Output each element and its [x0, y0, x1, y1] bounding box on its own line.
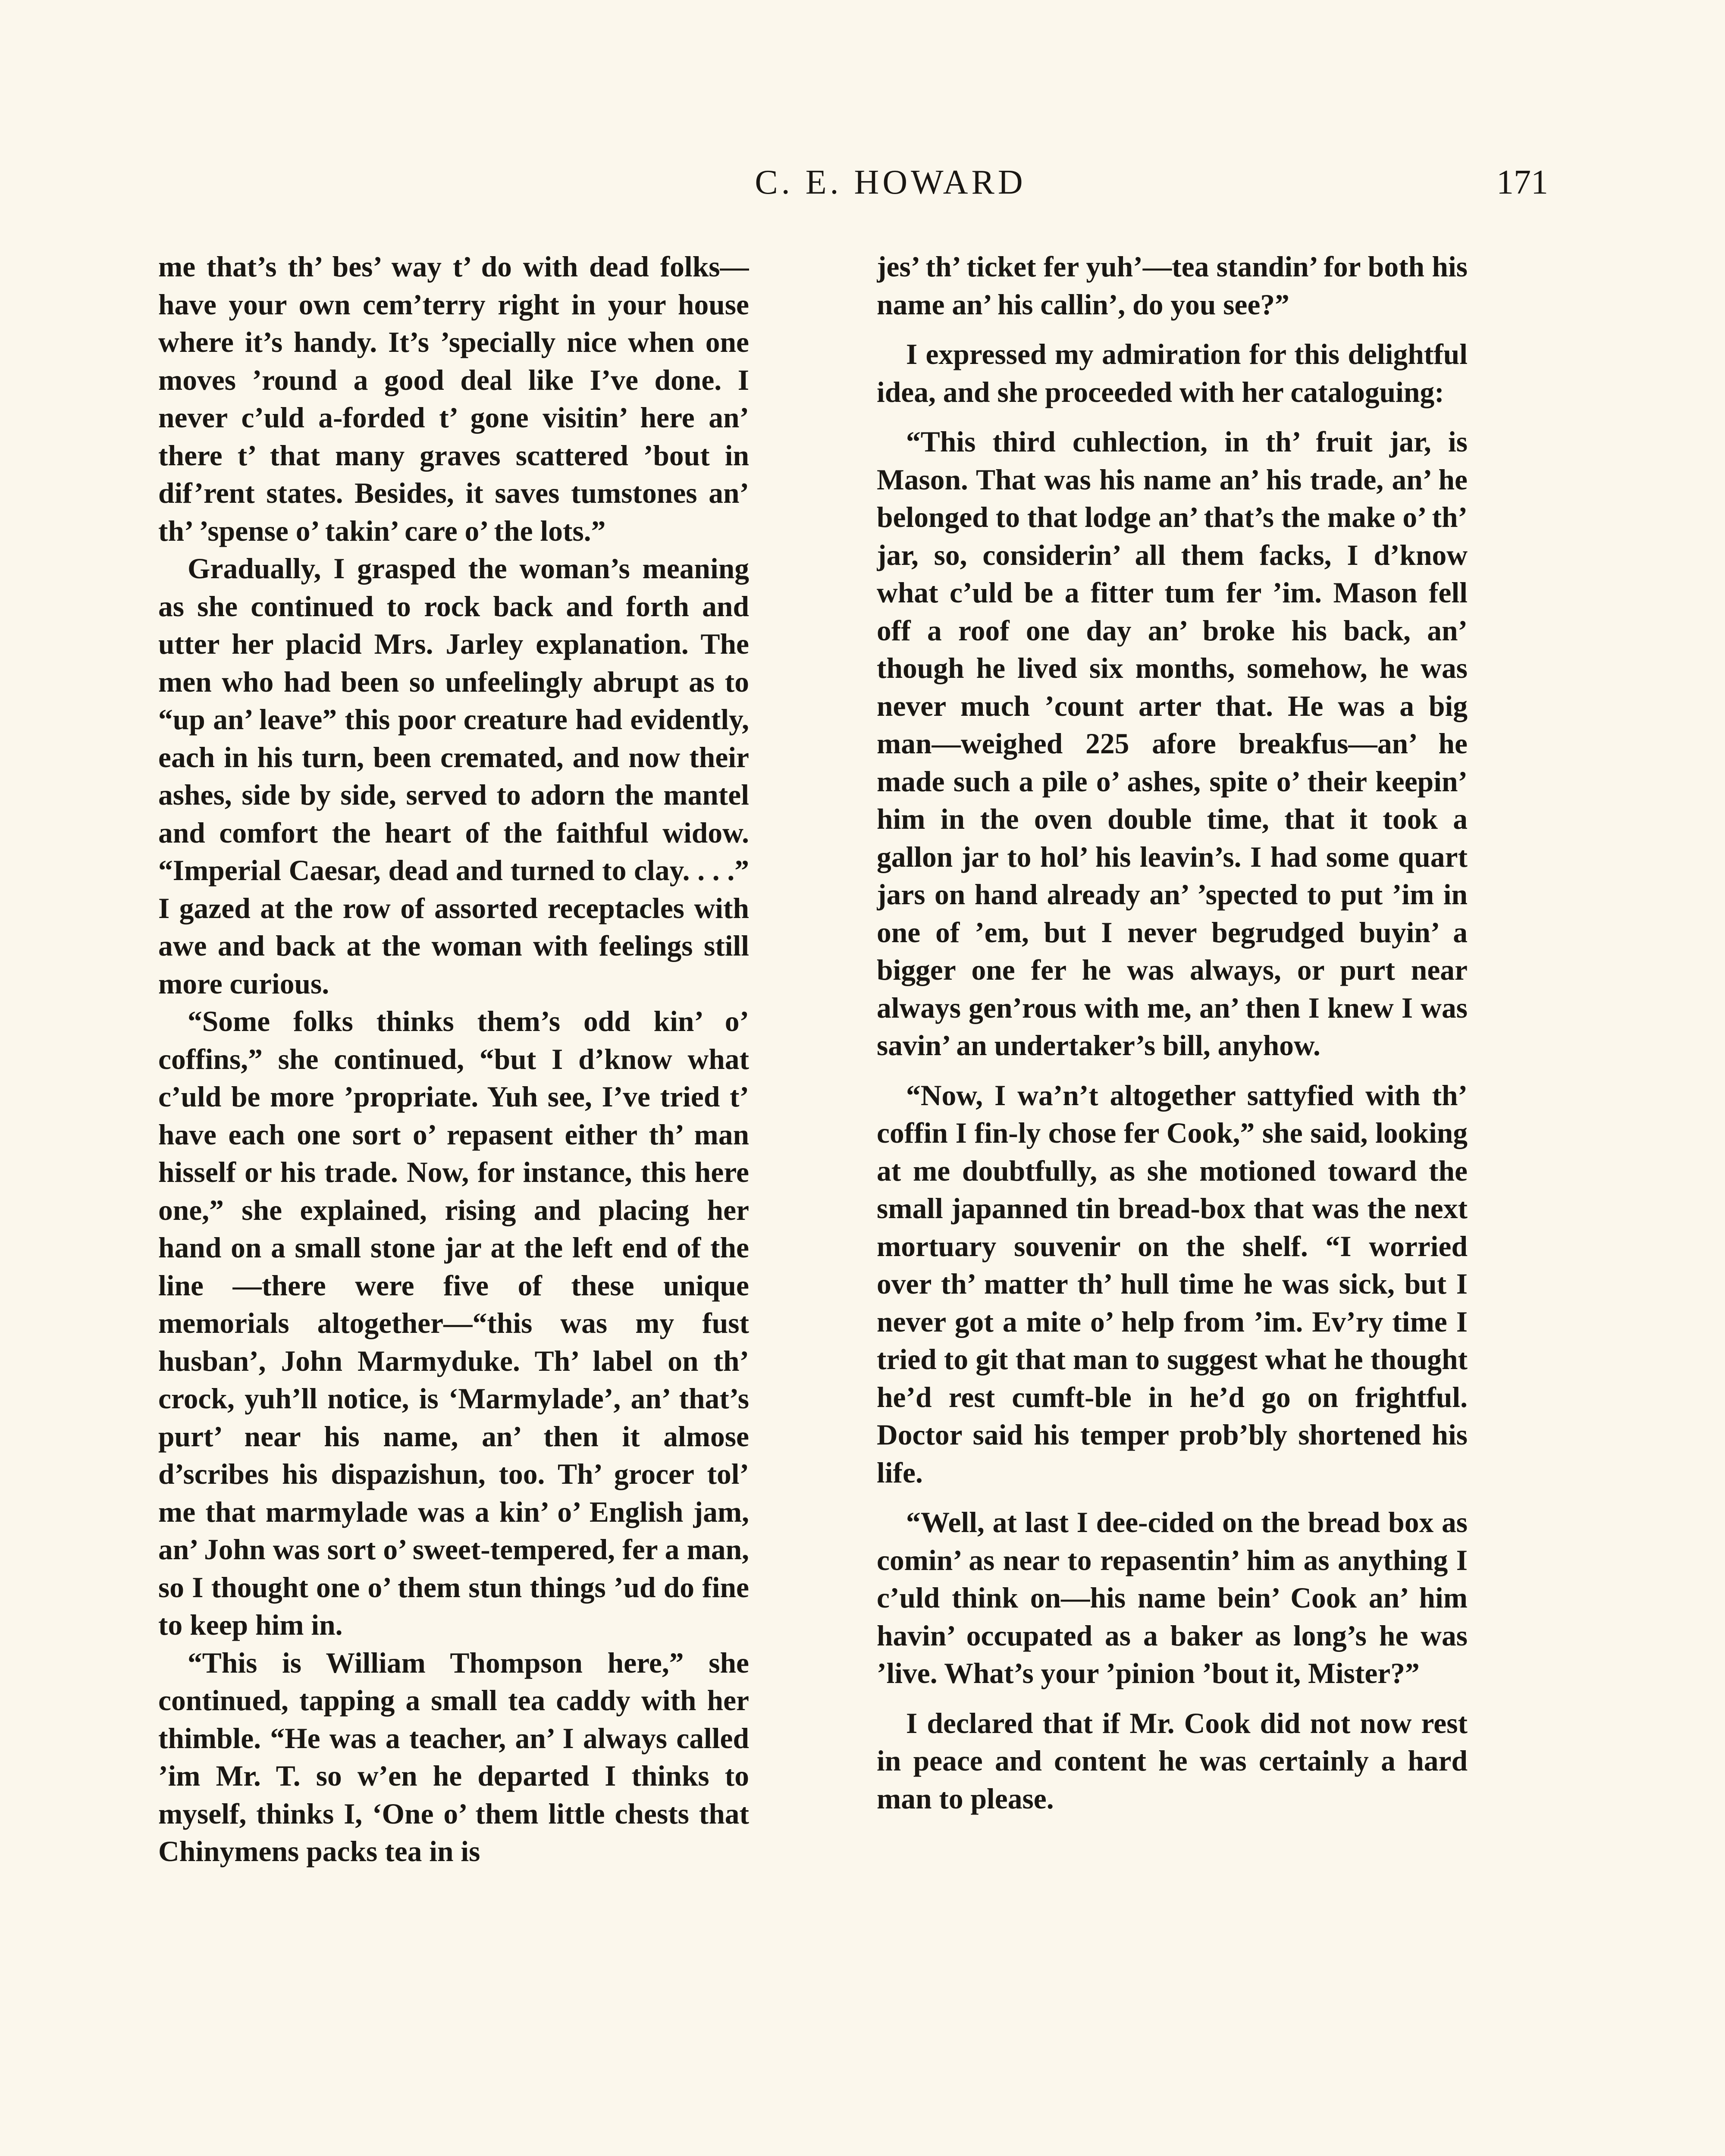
paragraph: “This is William Thompson here,” she continued, tapping a small tea caddy with her thimble. “He was a teacher, an’ I always called ’im Mr. T. so w’en he departed I thinks to myself, thinks I, ‘One o’ them little chests that Chinymens packs tea in is [158, 1646, 749, 1868]
paragraph: I expressed my admiration for this delightful idea, and she proceeded with her cataloguing: [877, 338, 1468, 408]
paragraph: “Some folks thinks them’s odd kin’ o’ coffins,” she continued, “but I d’know what c’uld be more ’propriate. Yuh see, I’ve tried t’ have each one sort o’ repasent either th’ man hisself or his trade. Now, for instance, this here one,” she explained, rising and placing her hand on a small stone jar at the left end of the line —there were five of these unique memorials altogether—“this was my fust husban’, John Marmyduke. Th’ label on th’ crock, yuh’ll notice, is ‘Marmylade’, an’ that’s purt’ near his name, an’ then it almose d’scribes his dispazishun, too. Th’ grocer tol’ me that marmylade was a kin’ o’ English jam, an’ John was sort o’ sweet-tempered, fer a man, so I thought one o’ them stun things ’ud do fine to keep him in. [158, 1005, 749, 1641]
right-text-column [877, 248, 1468, 2156]
page-number: 171 [1496, 163, 1548, 201]
paragraph: “This third cuhlection, in th’ fruit jar, is Mason. That was his name an’ his trade, an’ he belonged to that lodge an’ that’s the make o’ th’ jar, so, considerin’ all them facks, I d’know what c’uld be a fitter tum fer ’im. Mason fell off a roof one day an’ broke his back, an’ though he lived six months, somehow, he was never much ’count arter that. He was a big man—weighed 225 afore breakfus—an’ he made such a pile o’ ashes, spite o’ their keepin’ him in the oven double time, that it took a gallon jar to hol’ his leavin’s. I had some quart jars on hand already an’ ’spected to put ’im in one of ’em, but I never begrudged buyin’ a bigger one fer he was always, or purt near always gen’rous with me, an’ then I knew I was savin’ an undertaker’s bill, anyhow. [877, 426, 1468, 1062]
paragraph: “Now, I wa’n’t altogether sattyfied with th’ coffin I fin-ly chose fer Cook,” she said, looking at me doubtfully, as she motioned toward the small japanned tin bread-box that was the next mortuary souvenir on the shelf. “I worried over th’ matter th’ hull time he was sick, but I never got a mite o’ help from ’im. Ev’ry time I tried to git that man to suggest what he thought he’d rest cumft-ble in he’d go on frightful. Doctor said his temper prob’bly shortened his life. [877, 1079, 1468, 1489]
paragraph: “Well, at last I dee-cided on the bread box as comin’ as near to repasentin’ him as anything I c’uld think on—his name bein’ Cook an’ him havin’ occupated as a baker as long’s he was ’live. What’s your ’pinion ’bout it, Mister?” [877, 1506, 1468, 1689]
left-text-column [158, 248, 749, 2156]
paragraph: Gradually, I grasped the woman’s meaning as she continued to rock back and forth and utter her placid Mrs. Jarley explanation. The men who had been so unfeelingly abrupt as to “up an’ leave” this poor creature had evidently, each in his turn, been cremated, and now their ashes, side by side, served to adorn the mantel and comfort the heart of the faithful widow. “Imperial Caesar, dead and turned to clay. . . .” I gazed at the row of assorted receptacles with awe and back at the woman with feelings still more curious. [158, 552, 749, 1000]
paragraph: me that’s th’ bes’ way t’ do with dead folks—have your own cem’terry right in your house where it’s handy. It’s ’specially nice when one moves ’round a good deal like I’ve done. I never c’uld a-forded t’ gone visitin’ here an’ there t’ that many graves scattered ’bout in dif’rent states. Besides, it saves tumstones an’ th’ ’spense o’ takin’ care o’ the lots.” [158, 251, 749, 547]
running-head-title: C. E. HOWARD [755, 163, 1026, 201]
running-head [233, 159, 1548, 206]
paragraph: jes’ th’ ticket fer yuh’—tea standin’ for both his name an’ his callin’, do you see?” [877, 251, 1468, 321]
paragraph: I declared that if Mr. Cook did not now rest in peace and content he was certainly a hard man to please. [877, 1707, 1468, 1815]
